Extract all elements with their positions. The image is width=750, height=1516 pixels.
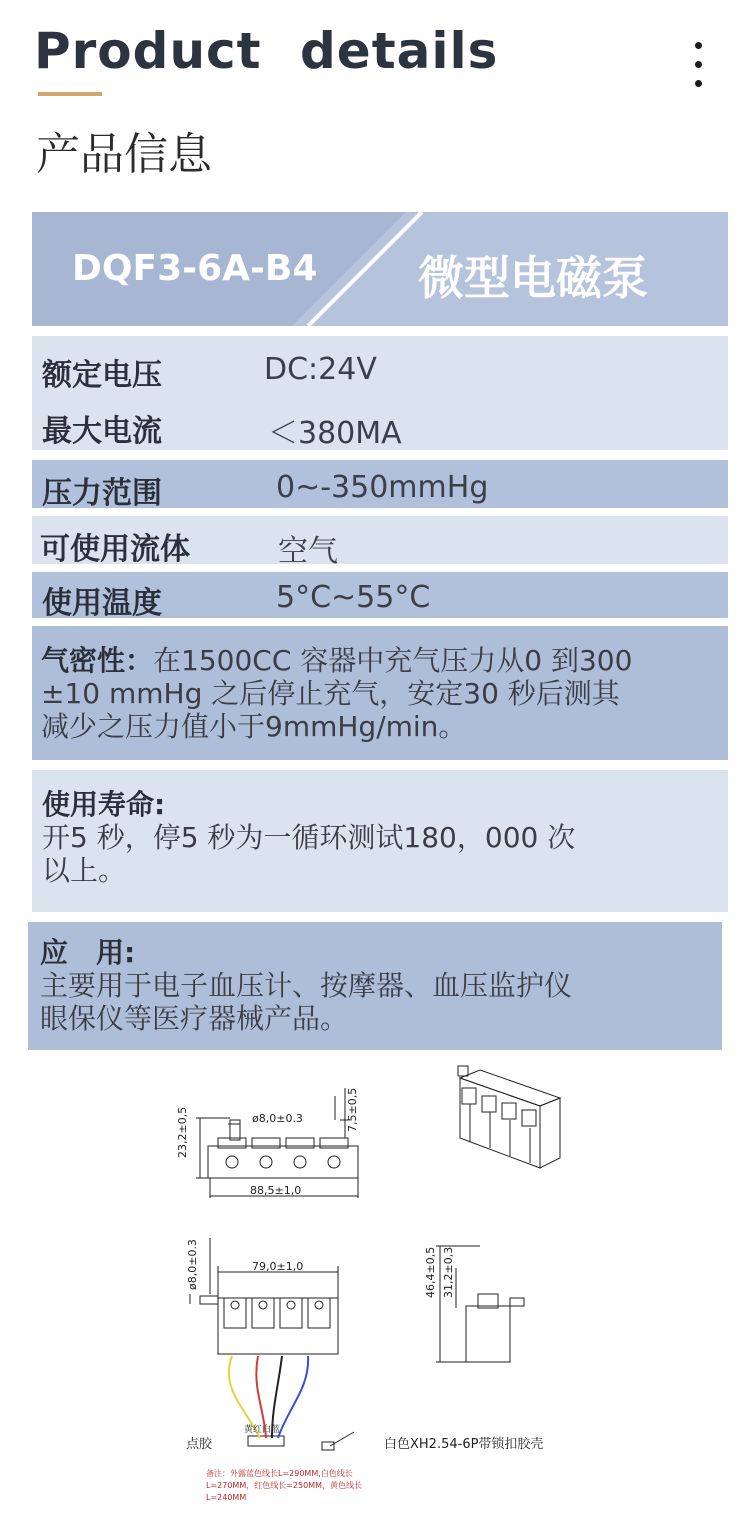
application-section [28, 922, 722, 1050]
product-name: 微型电磁泵 [418, 251, 648, 305]
lifetime-section [32, 770, 728, 912]
spec-value: ＜380MA [268, 416, 402, 451]
spec-row-fluid [32, 516, 728, 569]
application-label: 应 用: [40, 936, 136, 969]
spec-block-electrical [32, 336, 728, 450]
spec-label: 最大电流 [42, 414, 162, 449]
note-line-3: L=240MM [206, 1493, 247, 1502]
airtightness-section [32, 626, 728, 760]
lifetime-text-1: 开5 秒，停5 秒为一循环测试180，000 次 [42, 821, 576, 854]
airtightness-text-3: 减少之压力值小于9mmHg/min。 [41, 710, 467, 743]
note-line-1: 备注：外露蓝色线长L=290MM,白色线长 [206, 1469, 353, 1478]
more-menu-icon[interactable] [692, 42, 704, 88]
note-line-2: L=270MM，红色线长=250MM，黄色线长 [206, 1481, 363, 1490]
dim-port-dia: ø8,0±0.3 [252, 1112, 303, 1125]
front-view [196, 1088, 358, 1198]
dim-length: 88,5±1,0 [250, 1184, 302, 1197]
spec-value: DC:24V [264, 352, 377, 387]
dim-height-body: 31,2±0,3 [442, 1246, 455, 1298]
airtightness-text-2: ±10 mmHg 之后停止充气，安定30 秒后测其 [41, 677, 620, 710]
spec-value: 空气 [278, 534, 338, 569]
dim-port-dia-2: ø8,0±0.3 [186, 1239, 199, 1290]
dim-port-height: 7,5±0,5 [346, 1087, 359, 1132]
spec-label: 额定电压 [42, 358, 162, 393]
spec-row-voltage [32, 338, 728, 392]
airtightness-label: 气密性： [41, 644, 154, 677]
airtightness-text-1: 在1500CC 容器中充气压力从0 到300 [153, 644, 633, 677]
application-text-1: 主要用于电子血压计、按摩器、血压监护仪 [40, 969, 573, 1002]
spec-row-current [32, 394, 728, 451]
application-text-2: 眼保仪等医疗器械产品。 [40, 1002, 349, 1035]
label-glue: 点胶 [186, 1437, 213, 1452]
dim-body-length: 79,0±1,0 [252, 1260, 304, 1273]
lifetime-label: 使用寿命: [42, 788, 166, 821]
spec-label: 使用温度 [42, 586, 162, 621]
page-title: Product details [34, 22, 499, 80]
page-subtitle: 产品信息 [36, 129, 212, 180]
spec-label: 可使用流体 [40, 532, 190, 567]
dim-height-side: 46,4±0,5 [424, 1246, 437, 1298]
isometric-view [458, 1066, 560, 1168]
technical-drawing [140, 1058, 610, 1516]
label-connector: 白色XH2.54-6P带锁扣胶壳 [384, 1437, 544, 1452]
spec-value: 0~-350mmHg [276, 470, 489, 505]
product-model: DQF3-6A-B4 [72, 248, 318, 289]
spec-label: 压力范围 [42, 476, 162, 511]
lifetime-text-2: 以上。 [42, 854, 127, 887]
label-wire-colors: 黄红白蓝 [244, 1425, 281, 1435]
product-banner [32, 212, 728, 326]
spec-value: 5°C~55°C [276, 580, 431, 615]
spec-row-pressure [32, 460, 728, 511]
title-underline [38, 92, 102, 96]
spec-row-temperature [32, 572, 728, 621]
dim-height-total: 23,2±0,5 [176, 1106, 189, 1158]
